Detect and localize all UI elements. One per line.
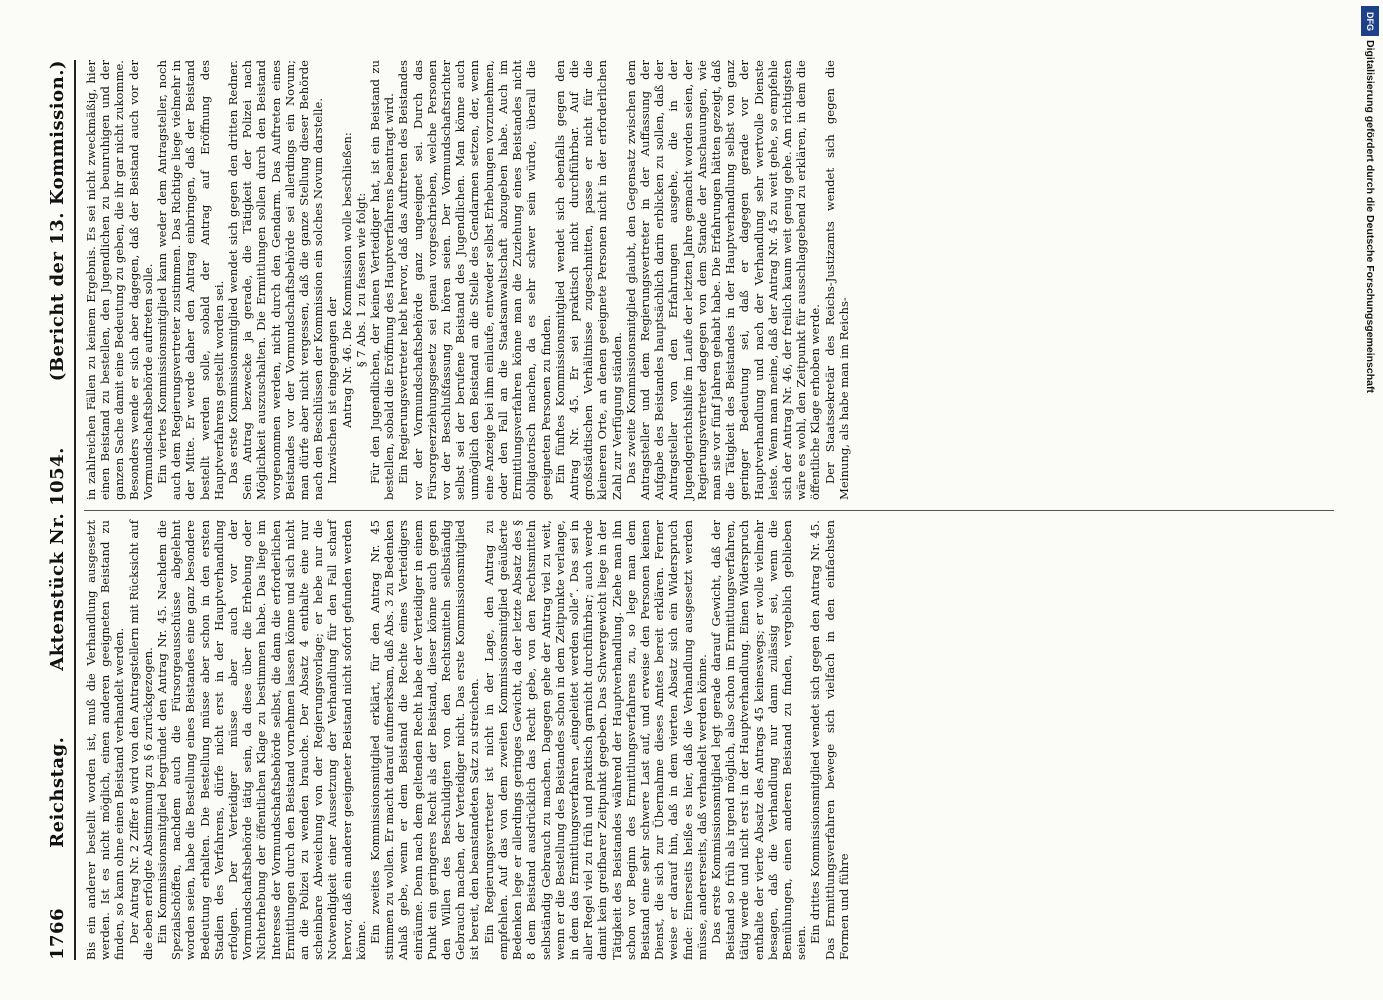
paragraph: Inzwischen ist eingegangen der [325, 296, 340, 484]
dfg-credit: Digitalisierung gefördert durch die Deutsche Forschungsgemeinschaft [1364, 40, 1376, 393]
paragraph: Das erste Kommissionsmitglied wendet sich gegen den dritten Redner. Sein Antrag bezwecke ja gerade, die Tätigkeit der Polizei nach Möglichkeit auszuschalten. Die Ermittlungen sollen durch den Beistand vorgenommen werden, nicht durch den Gendarm. Das Auftreten eines Beistandes vor der Vormundschaftsbehörde sei allerdings ein Novum; man dürfe aber nicht vergessen, daß die ganze Stellung dieser Behörde nach den Beschlüssen der Kommission ein solches Novum darstelle. [226, 60, 326, 500]
paragraph: Antrag Nr. 46. Die Kommission wolle beschließen: [339, 132, 354, 428]
paragraph: Ein zweites Kommissionsmitglied erklärt, für den Antrag Nr. 45 stimmen zu wollen. Er macht darauf aufmerksam, daß Abs. 3 zu Bedenken Anlaß gebe, wenn er dem Beistand die Rechte eines Verteidigers einräume. Denn nach dem geltenden Recht habe der Verteidiger in einem Punkt ein geringeres Recht als der Beistand, dieser könne auch gegen den Willen des Beschuldigten von den Rechtsmitteln selbständig Gebrauch machen, der Verteidiger nicht. Das erste Kommissionsmitglied ist bereit, den beanstandeten Satz zu streichen. [368, 520, 482, 960]
header-right-title: (Bericht der 13. Kommission.) [46, 60, 68, 382]
paragraph: Für den Jugendlichen, der keinen Verteidiger hat, ist ein Beistand zu bestellen, sobald die Eröffnung des Hauptverfahrens beantragt wird. [368, 60, 397, 500]
paragraph: Ein drittes Kommissionsmitglied wendet sich gegen den Antrag Nr. 45. Das Ermittlungsverfahren bewege sich vielfach in den einfachsten Formen und führe [808, 520, 851, 960]
paragraph: in zahlreichen Fällen zu keinem Ergebnis. Es sei nicht zweckmäßig, hier einen Beistand zu bestellen, den Jugendlichen zu beunruhigen und der ganzen Sache damit eine Bedeutung zu geben, die ihr gar nicht zukomme. Besonders wende er sich aber dagegen, daß der Beistand auch vor der Vormundschaftsbehörde auftreten solle. [84, 60, 155, 500]
column-divider [84, 510, 1334, 511]
paragraph: Ein Regierungsvertreter ist nicht in der Lage, den Antrag zu empfehlen. Auf das von dem zweiten Kommissionsmitglied geäußerte Bedenken lege er allerdings geringes Gewicht, da der letzte Absatz des § 8 dem Beistand ausdrücklich das Recht gebe, von den Rechtsmitteln selbständig Gebrauch zu machen. Dagegen gehe der Antrag viel zu weit, wenn er die Bestellung des Beistandes schon in dem Zeitpunkte verlange, in dem das Ermittlungsverfahren „eingeleitet werden solle“. Das sei in aller Regel viel zu früh und praktisch garnicht durchführbar; auch werde damit kein greifbarer Zeitpunkt gegeben. Das Schwergewicht liege in der Tätigkeit des Beistandes während der Hauptverhandlung. Ziehe man ihn schon vor Beginn des Ermittlungsverfahrens zu, so lege man dem Beistand eine sehr schwere Last auf, und erweise den Personen keinen Dienst, die sich zur Übernahme dieses Amtes bereit erklären. Ferner weise er darauf hin, daß in dem vierten Absatz sich ein Widerspruch finde: Einerseits heiße es hier, daß die Verhandlung ausgesetzt werden müsse, andererseits, daß verhandelt werden könne. [481, 520, 709, 960]
paragraph: Ein Kommissionsmitglied begründet den Antrag Nr. 45. Nachdem die Spezialschöffen, nachdem auch die Fürsorgeausschüsse abgelehnt worden seien, habe die Bestellung eines Beistandes eine ganz besondere Bedeutung erhalten. Die Bestellung müsse aber schon in den ersten Stadien des Verfahrens, dürfe nicht erst in der Hauptverhandlung erfolgen. Der Verteidiger müsse aber auch vor der Vormundschaftsbehörde tätig sein, da diese über die Erhebung oder Nichterhebung der öffentlichen Klage zu bestimmen habe. Das liege im Interesse der Vormundschaftsbehörde selbst, die dann die erforderlichen Ermittlungen durch den Beistand vornehmen lassen könne und sich nicht an die Polizei zu wenden brauche. Der Absatz 4 enthalte eine nur scheinbare Abweichung von der Regierungsvorlage; er hebe nur die Notwendigkeit einer Aussetzung der Verhandlung für den Fall scharf hervor, daß ein anderer geeigneter Beistand nicht sofort gefunden werden könne. [155, 520, 368, 960]
text-column-left [84, 520, 851, 960]
paragraph: Ein fünftes Kommissionsmitglied wendet sich ebenfalls gegen den Antrag Nr. 45. Er sei praktisch nicht durchführbar. Auf die großstädtischen Verhältnisse zugeschnitten, passe er nicht für die kleineren Orte, an denen geeignete Personen nicht in der erforderlichen Zahl zur Verfügung ständen. [552, 60, 624, 500]
header-center-title: Aktenstück Nr. 1054. [46, 447, 68, 671]
paragraph: Der Staatssekretär des Reichs-Justizamts wendet sich gegen die Meinung, als habe man im Reichs- [822, 60, 851, 500]
paragraph: Ein Regierungsvertreter hebt hervor, daß das Auftreten des Beistandes vor der Vormundschaftsbehörde ganz ungeeignet sei. Durch das Fürsorgeerziehungsgesetz sei genau vorgeschrieben, welche Personen vor der Beschlußfassung zu hören seien. Der Vormundschaftsrichter selbst sei der berufene Beistand des Jugendlichen. Man könne auch unmöglich den Beistand an die Stelle des Gendarmen setzen, der, wenn eine Anzeige bei ihm einlaufe, entweder selbst Erhebungen vorzunehmen, oder den Fall an die Staatsanwaltschaft abzugeben habe. Auch im Ermittlungsverfahren könne man die Zuziehung eines Beistandes nicht obligatorisch machen, da es sehr schwer sein würde, überall die geeigneten Personen zu finden. [396, 60, 553, 500]
dfg-logo: DFG [1361, 6, 1379, 36]
rotated-page-content [40, 60, 1340, 960]
text-column-right [84, 60, 851, 500]
header-left-title: Reichstag. [46, 736, 68, 848]
paragraph: Ein viertes Kommissionsmitglied kann weder dem Antragsteller, noch auch dem Regierungsvertreter zustimmen. Das Richtige liege vielmehr in der Mitte. Er werde daher den Antrag einbringen, daß der Beistand bestellt werden solle, sobald der Antrag auf Eröffnung des Hauptverfahrens gestellt worden sei. [155, 60, 226, 500]
paragraph: Das zweite Kommissionsmitglied glaubt, den Gegensatz zwischen dem Antragsteller und dem Regierungsvertreter in der Auffassung der Aufgabe des Beistandes hauptsächlich darin erblicken zu sollen, daß der Antragsteller von den Erfahrungen ausgehe, die in der Jugendgerichtshilfe im Laufe der letzten Jahre gemacht worden seien, der Regierungsvertreter dagegen von dem Stande der Anschauungen, wie man sie vor fünf Jahren gehabt habe. Die Erfahrungen hätten gezeigt, daß die Tätigkeit des Beistandes in der Hauptverhandlung selbst von ganz geringer Bedeutung sei, daß er dagegen gerade vor der Hauptverhandlung und nach der Verhandlung sehr wertvolle Dienste leiste. Wenn man meine, daß der Antrag Nr. 45 zu weit gehe, so empfehle sich der Antrag Nr. 46, der freilich kaum weit genug gehe. Am richtigsten wäre es wohl, den Zeitpunkt für ausschlaggebend zu erklären, in dem die öffentliche Klage erhoben werde. [623, 60, 823, 500]
paragraph: § 7 Abs. 1 zu fassen wie folgt: [353, 192, 368, 368]
page-number: 1766 [46, 907, 68, 960]
paragraph: Das erste Kommissionsmitglied legt gerade darauf Gewicht, daß der Beistand so früh als irgend möglich, also schon im Ermittlungsverfahren, tätig werde und nicht erst in der Hauptverhandlung. Einen Widerspruch enthalte der vierte Absatz des Antrags 45 keineswegs; er wolle vielmehr besagen, daß die Verhandlung nur dann zulässig sei, wenn die Bemühungen, einen anderen Beistand zu finden, vergeblich geblieben seien. [708, 520, 809, 960]
paragraph: Der Antrag Nr. 2 Ziffer 8 wird von den Antragstellern mit Rücksicht auf die eben erfolgte Abstimmung zu § 6 zurückgezogen. [126, 520, 155, 960]
paragraph: Bis ein anderer bestellt worden ist, muß die Verhandlung ausgesetzt werden. Ist es nicht möglich, einen anderen geeigneten Beistand zu finden, so kann ohne einen Beistand verhandelt werden. [84, 520, 127, 960]
page-header [40, 60, 76, 960]
